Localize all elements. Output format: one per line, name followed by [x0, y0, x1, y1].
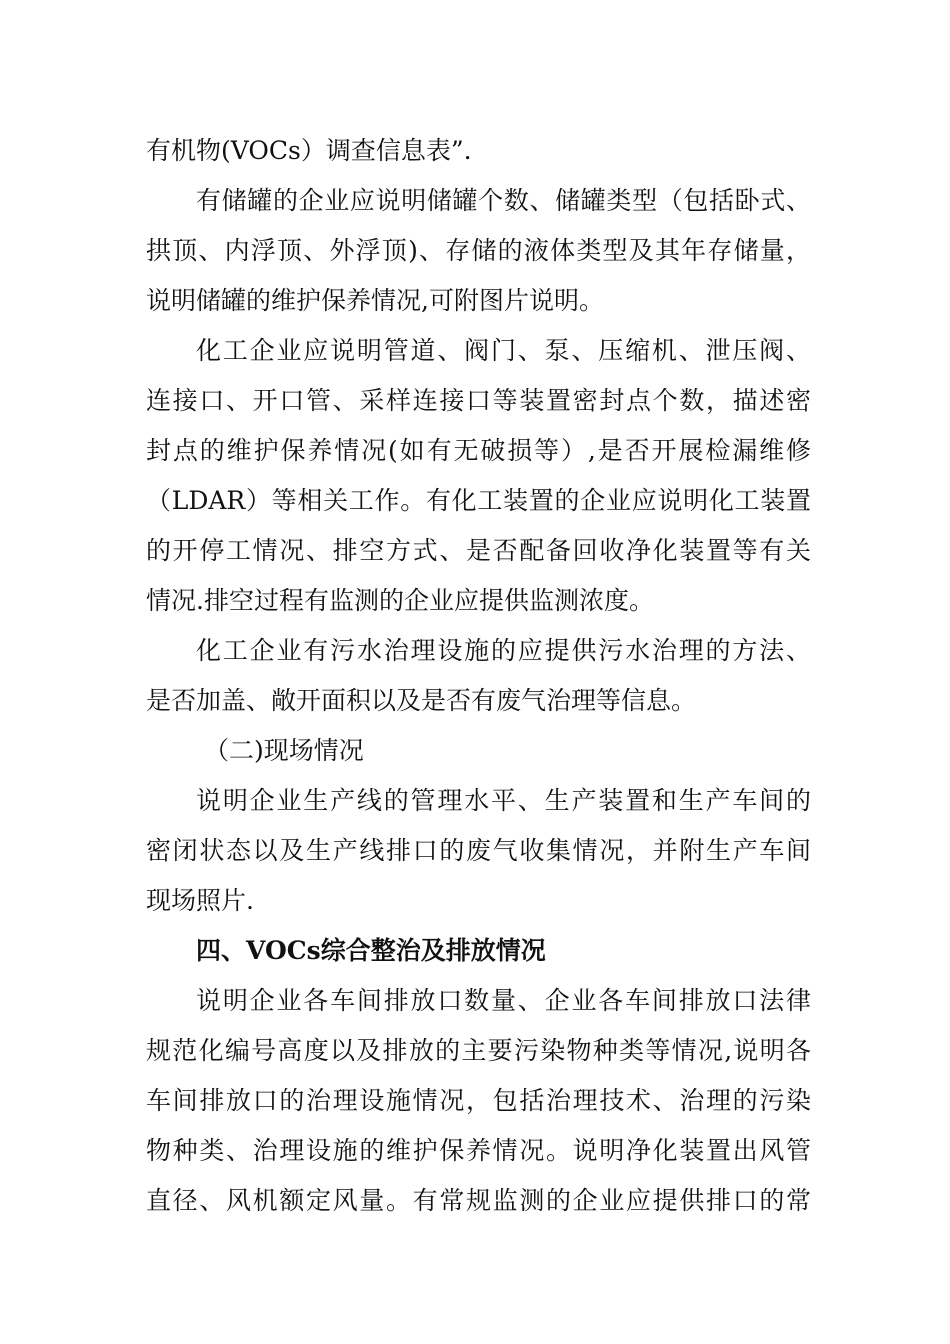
storage-tank-paragraph-line: 说明储罐的维护保养情况,可附图片说明。 [146, 286, 604, 315]
section-heading: 四、VOCs综合整治及排放情况 [196, 936, 546, 965]
chemical-paragraph-line: 化工企业应说明管道、阀门、泵、压缩机、泄压阀、 [196, 336, 811, 365]
emission-paragraph-line: 说明企业各车间排放口数量、企业各车间排放口法律 [196, 986, 811, 1015]
emission-paragraph-line: 车间排放口的治理设施情况，包括治理技术、治理的污染 [146, 1086, 811, 1115]
emission-paragraph-line: 直径、风机额定风量。有常规监测的企业应提供排口的常 [146, 1186, 811, 1215]
chemical-paragraph-line: 连接口、开口管、采样连接口等装置密封点个数，描述密 [146, 386, 811, 415]
emission-paragraph-line: 规范化编号高度以及排放的主要污染物种类等情况,说明各 [146, 1036, 811, 1065]
sub-heading-site-situation: （二)现场情况 [204, 736, 364, 765]
site-paragraph-line: 现场照片. [146, 886, 254, 915]
paragraph-continuation-line: 有机物(VOCs）调查信息表”. [146, 136, 472, 165]
chemical-paragraph-line: 情况.排空过程有监测的企业应提供监测浓度。 [146, 586, 654, 615]
site-paragraph-line: 说明企业生产线的管理水平、生产装置和生产车间的 [196, 786, 811, 815]
storage-tank-paragraph-line: 拱顶、内浮顶、外浮顶)、存储的液体类型及其年存储量， [146, 236, 811, 265]
storage-tank-paragraph-line: 有储罐的企业应说明储罐个数、储罐类型（包括卧式、 [196, 186, 811, 215]
chemical-paragraph-line: 封点的维护保养情况(如有无破损等）,是否开展检漏维修 [146, 436, 811, 465]
document-body [146, 126, 811, 1226]
site-paragraph-line: 密闭状态以及生产线排口的废气收集情况，并附生产车间 [146, 836, 811, 865]
chemical-paragraph-line: （LDAR）等相关工作。有化工装置的企业应说明化工装置 [146, 486, 811, 515]
emission-paragraph-line: 物种类、治理设施的维护保养情况。说明净化装置出风管 [146, 1136, 811, 1165]
wastewater-paragraph-line: 是否加盖、敞开面积以及是否有废气治理等信息。 [146, 686, 697, 715]
chemical-paragraph-line: 的开停工情况、排空方式、是否配备回收净化装置等有关 [146, 536, 811, 565]
wastewater-paragraph-line: 化工企业有污水治理设施的应提供污水治理的方法、 [196, 636, 811, 665]
